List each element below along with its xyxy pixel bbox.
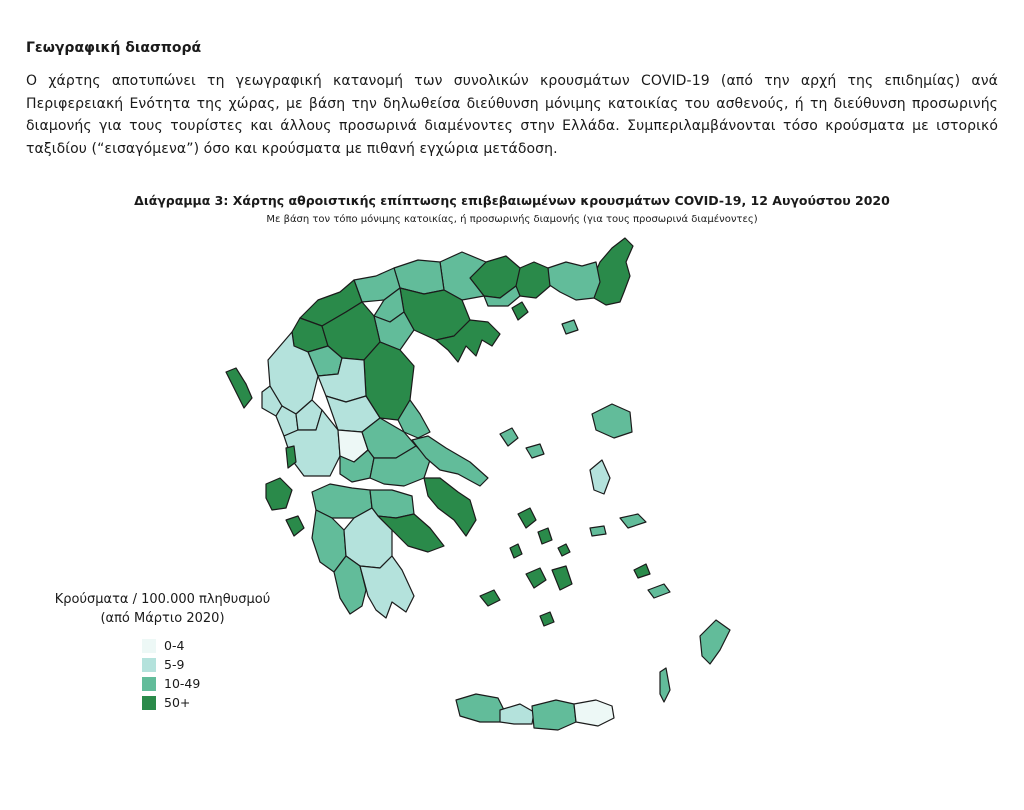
legend-swatch bbox=[142, 677, 156, 691]
legend-swatch bbox=[142, 639, 156, 653]
region-paros bbox=[526, 568, 546, 588]
region-limnos bbox=[500, 428, 518, 446]
region-milos bbox=[480, 590, 500, 606]
legend-label: 5-9 bbox=[164, 657, 185, 672]
region-tinos bbox=[538, 528, 552, 544]
region-samos bbox=[620, 514, 646, 528]
region-kalymnos bbox=[634, 564, 650, 578]
map-legend bbox=[30, 590, 295, 712]
legend-swatch bbox=[142, 696, 156, 710]
region-kerkyra bbox=[226, 368, 252, 408]
region-lesvos bbox=[592, 404, 632, 438]
region-ikaria bbox=[590, 526, 606, 536]
region-chios bbox=[590, 460, 610, 494]
region-lefkada bbox=[286, 446, 296, 468]
region-santorini bbox=[540, 612, 554, 626]
legend-swatch bbox=[142, 658, 156, 672]
intro-paragraph: Ο χάρτης αποτυπώνει τη γεωγραφική κατανομή των συνολικών κρουσμάτων COVID-19 (από την αρχή της επιδημίας) ανά Περιφερειακή Ενότητα της χώρας, με βάση την δηλωθείσα διεύθυνση μόνιμης κατοικίας του ασθενούς, ή τη διεύθυνση προσωρινής διαμονής για τους τουρίστες και άλλους προσωρινά διαμένοντες στην Ελλάδα. Συμπεριλαμβάνονται τόσο κρούσματα με ιστορικό ταξιδίου (“εισαγόμενα”) όσο και κρούσματα με πιθανή εγχώρια μετάδοση. bbox=[26, 73, 998, 157]
legend-items bbox=[142, 636, 295, 712]
legend-title-line2: (από Μάρτιο 2020) bbox=[100, 611, 225, 626]
region-rodos bbox=[700, 620, 730, 664]
legend-title-line1: Κρούσματα / 100.000 πληθυσμού bbox=[54, 592, 271, 607]
region-irakleio bbox=[532, 700, 576, 730]
section-heading: Γεωγραφική διασπορά bbox=[26, 40, 202, 56]
legend-item bbox=[142, 636, 295, 655]
legend-label: 50+ bbox=[164, 695, 191, 710]
region-kos bbox=[648, 584, 670, 598]
region-attiki bbox=[424, 478, 476, 536]
region-zakynthos bbox=[286, 516, 304, 536]
region-naxos bbox=[552, 566, 572, 590]
region-lasithi bbox=[574, 700, 614, 726]
figure-subtitle: Με βάση τον τόπο μόνιμης κατοικίας, ή προσωρινής διαμονής (για τους προσωρινά διαμένοντες) bbox=[266, 214, 758, 225]
region-rodopi bbox=[548, 262, 600, 300]
legend-item bbox=[142, 674, 295, 693]
region-thasos bbox=[512, 302, 528, 320]
region-mykonos bbox=[558, 544, 570, 556]
region-skyros bbox=[526, 444, 544, 458]
legend-item bbox=[142, 693, 295, 712]
region-kefallonia bbox=[266, 478, 292, 510]
legend-label: 0-4 bbox=[164, 638, 185, 653]
region-samothraki bbox=[562, 320, 578, 334]
region-karpathos bbox=[660, 668, 670, 702]
region-andros bbox=[518, 508, 536, 528]
region-rethymno bbox=[500, 704, 534, 724]
region-syros bbox=[510, 544, 522, 558]
legend-label: 10-49 bbox=[164, 676, 201, 691]
region-chania bbox=[456, 694, 504, 722]
legend-item bbox=[142, 655, 295, 674]
legend-title bbox=[30, 590, 295, 628]
figure-title: Διάγραμμα 3: Χάρτης αθροιστικής επίπτωσης επιβεβαιωμένων κρουσμάτων COVID-19, 12 Αυγούστου 2020 bbox=[134, 193, 890, 208]
